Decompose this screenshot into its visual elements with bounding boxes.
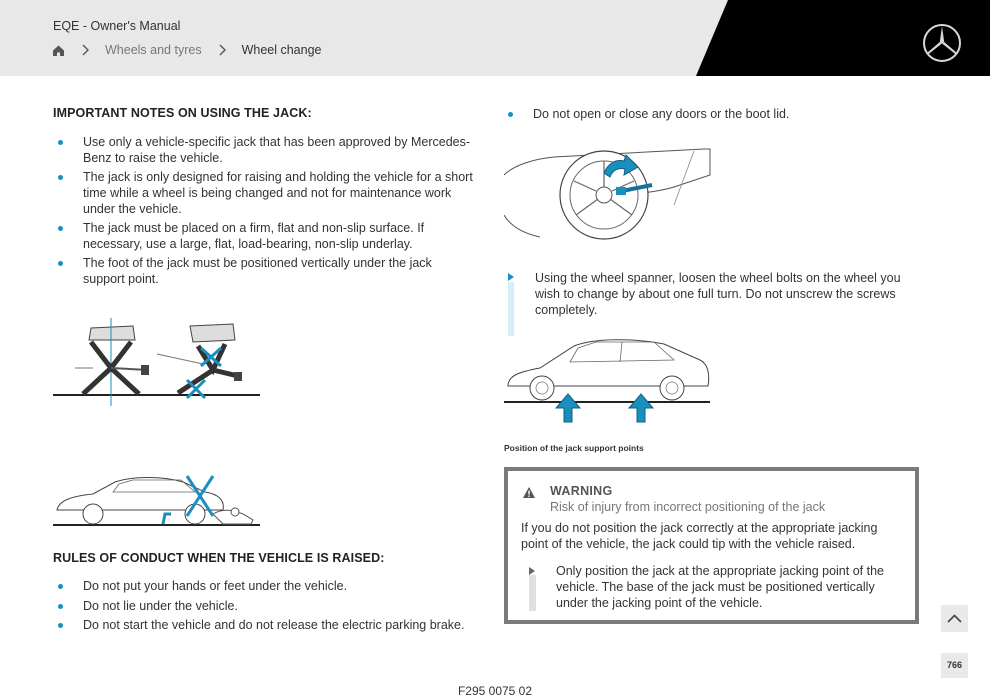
warning-step [525,563,895,611]
do-not-lie-under-vehicle-illustration [53,470,263,528]
conduct-heading: RULES OF CONDUCT WHEN THE VEHICLE IS RAISED: [53,551,385,565]
jack-support-points-illustration [504,334,714,424]
mercedes-star-icon[interactable] [922,23,962,63]
wheel-spanner-illustration [504,145,712,245]
step-arrow-icon [508,273,514,281]
header-black-panel [0,0,990,76]
list-item: The foot of the jack must be positioned vertically under the jack support point. [53,255,473,287]
step-marker-bar [508,282,514,336]
jack-positioning-illustration [53,318,263,406]
chevron-right-icon [81,44,89,56]
page-number: 766 [941,653,968,678]
warning-triangle-icon [522,486,536,499]
step-marker-bar [529,575,536,611]
chevron-up-icon [941,605,968,632]
list-item: Do not open or close any doors or the boot lid. [503,106,923,122]
scroll-to-top-button[interactable] [941,605,968,632]
warning-step-text: Only position the jack at the appropriate jacking point of the vehicle. The base of the jack must be positioned vertically under the jacking point of the vehicle. [556,564,884,610]
list-item: Do not start the vehicle and do not release the electric parking brake. [53,617,473,633]
step-loosen-wheel-bolts [504,270,924,318]
figure-caption: Position of the jack support points [504,443,644,453]
warning-box [504,467,919,624]
right-top-list [503,106,923,122]
list-item: Use only a vehicle-specific jack that has been approved by Mercedes-Benz to raise the vehicle. [53,134,473,166]
warning-body: If you do not position the jack correctly at the appropriate jacking point of the vehicle, the jack could tip with the vehicle raised. [521,521,878,551]
app-title: EQE - Owner's Manual [53,19,181,33]
conduct-list [53,578,473,637]
jack-notes-heading: IMPORTANT NOTES ON USING THE JACK: [53,106,312,120]
warning-title: WARNING [550,484,613,498]
list-item: Do not lie under the vehicle. [53,598,473,614]
list-item: The jack must be placed on a firm, flat and non-slip surface. If necessary, use a large, flat, load-bearing, non-slip underlay. [53,220,473,252]
page-header [0,0,990,76]
breadcrumb-wheel-change: Wheel change [241,43,322,57]
step-arrow-icon [529,567,535,575]
step-text: Using the wheel spanner, loosen the wheel bolts on the wheel you wish to change by about one full turn. Do not unscrew the screws completely. [535,271,901,317]
breadcrumb [52,42,322,58]
home-icon[interactable] [52,44,65,57]
jack-notes-list [53,134,473,290]
figure-code: F295 0075 02 [457,684,533,698]
chevron-right-icon [218,44,226,56]
breadcrumb-wheels-and-tyres[interactable]: Wheels and tyres [105,43,202,57]
list-item: Do not put your hands or feet under the vehicle. [53,578,473,594]
list-item: The jack is only designed for raising and holding the vehicle for a short time while a wheel is being changed and not for maintenance work under the vehicle. [53,169,473,217]
warning-subtitle: Risk of injury from incorrect positioning of the jack [550,500,826,514]
